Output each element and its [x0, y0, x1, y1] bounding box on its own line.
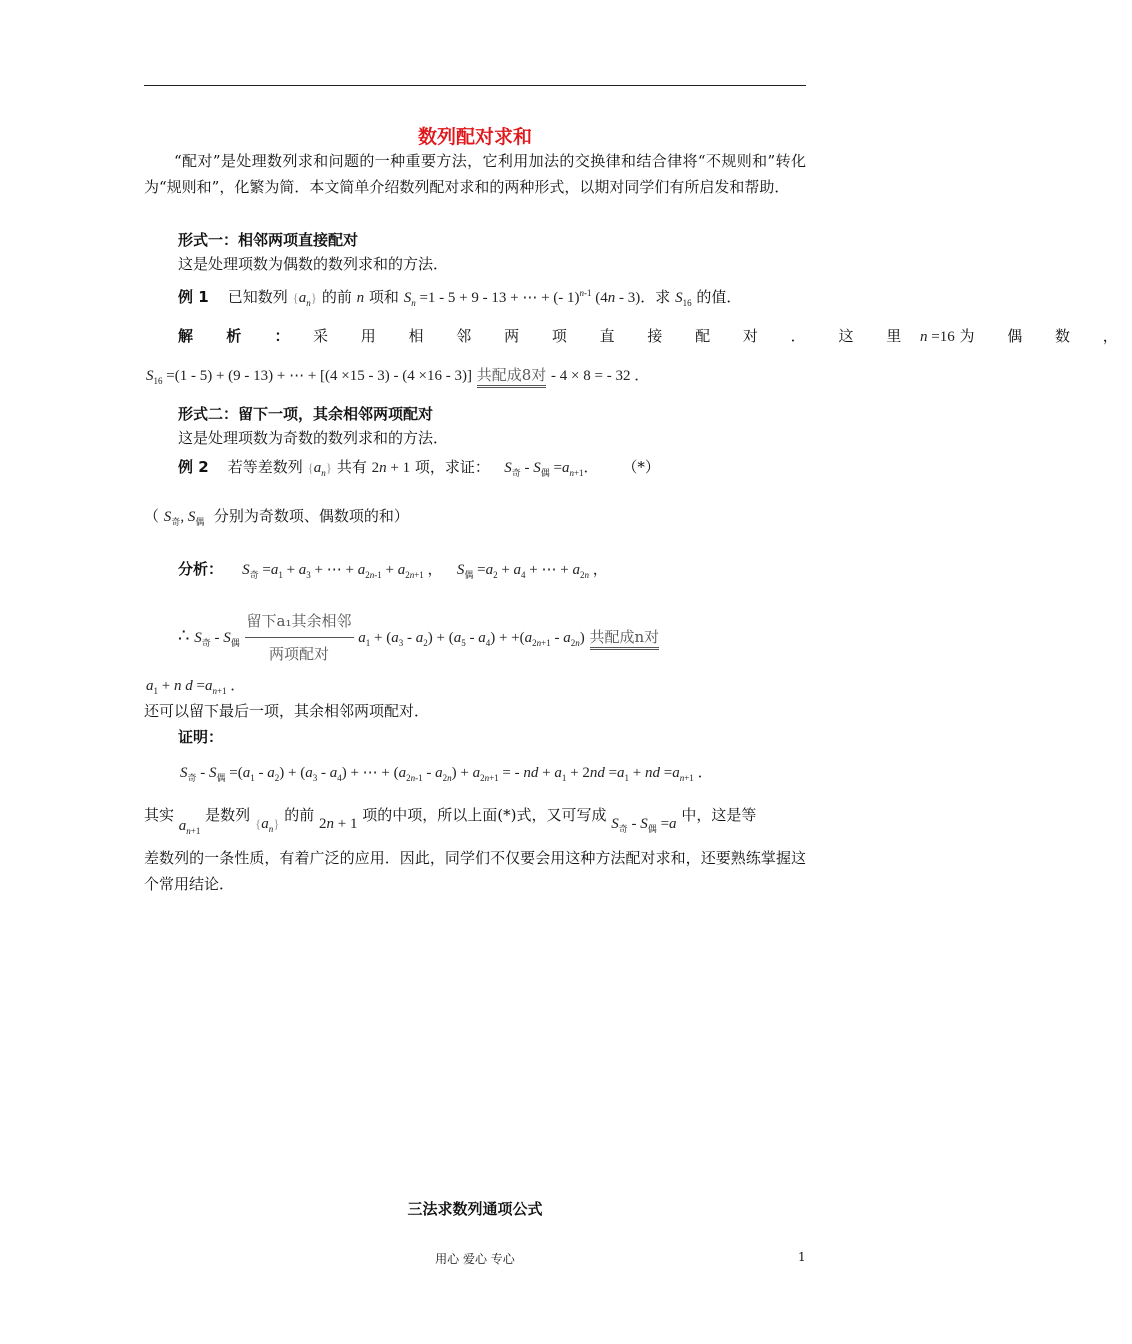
claim-formula: $S_奇 - S_偶 =a_{n+1}$． [504, 460, 599, 478]
s-odd-even-symbols: $S_奇$, $S_偶$ [163, 509, 205, 527]
two-n-plus-one-2: 2n + 1 [319, 816, 358, 832]
example1-text-5: 的值． [696, 288, 742, 306]
conclusion-t3: 的前 [284, 806, 315, 824]
conclusion-paragraph: 差数列的一条性质，有着广泛的应用．因此，同学们不仅要会用这种方法配对求和，还要熟练掌握这个常用结论． [144, 849, 806, 893]
s-even-definition: $S_偶 =a_2 + a_4$ + ⋯ + $a_{2n}$ ， [456, 562, 608, 580]
analysis-label: 分析： [178, 560, 224, 578]
analysis-line [178, 556, 608, 588]
example1-text-4: ．求 [640, 288, 671, 306]
s16-result: - 4 × 8 = - 32 ． [551, 368, 650, 384]
s16-expression: $S_{16} =(1 - 5) + (9 - 13)$ + ⋯ + [(4 ×15 - 3) - (4 ×16 - 3)] [146, 368, 472, 386]
form1-heading: 形式一：相邻两项直接配对 [178, 231, 359, 249]
alt-method-text: 还可以留下最后一项，其余相邻两项配对． [144, 702, 430, 720]
n-equals-16: n =16 [920, 329, 955, 345]
sequence-an-symbol-2: $\{a_n\}$ [307, 460, 333, 478]
example2-text-2: 共有 [336, 458, 367, 476]
example2-text-3: 项，求证： [414, 458, 490, 476]
solution-text: 采 用 相 邻 两 项 直 接 配 对 ． 这 里 [313, 327, 916, 345]
s-odd-definition: $S_奇 =a_1 + a_3$ + ⋯ + $a_{2n-1} + a_{2n+1}$ ， [242, 562, 443, 580]
next-section-title: 三法求数列通项公式 [407, 1200, 543, 1218]
page-number: 1 [798, 1250, 806, 1264]
pairing-note-8: 共配成8对 [477, 366, 547, 388]
frac-top: 留下a₁其余相邻 [245, 608, 354, 638]
n-symbol: n [356, 290, 365, 306]
conclusion-t1: 其实 [144, 806, 175, 824]
leave-a1-fraction [245, 608, 354, 667]
page-title: 数列配对求和 [417, 126, 532, 148]
conclusion-line-1 [144, 802, 756, 834]
example2-note [144, 503, 409, 535]
sn-formula: $S_n =1 - 5 + 9 - 13$ + ⋯ + (- 1)$^{n-1}$ (4n - 3) [403, 288, 641, 308]
pairing-expression: $a_1 + (a_3 - a_2) + (a_5 - a_4) + +(a_{2n+1} - a_{2n})$ [358, 629, 585, 648]
pairing-note-n: 共配成n对 [590, 628, 660, 650]
page-footer: 用心 爱心 专心 [435, 1252, 515, 1266]
example2 [178, 454, 660, 486]
form1-desc: 这是处理项数为偶数的数列求和的方法． [178, 255, 449, 273]
therefore-symbol: ∴ [178, 625, 190, 647]
rewritten-formula: $S_奇 - S_偶 =a$ [611, 816, 677, 834]
conclusion-t2: 是数列 [205, 806, 251, 824]
example1 [178, 280, 741, 316]
sequence-an-symbol: $\{a_n\}$ [292, 290, 318, 308]
proof-label: 证明： [178, 728, 224, 746]
proof-expression: $S_奇 - S_偶 =(a_1 - a_2) + (a_3 - a_4)$ + ⋯ + $(a_{2n-1} - a_{2n}) + a_{2n+1}$ = - nd + $a_1 + 2nd =a_1$ + nd $=a_{n+1}$ ． [180, 765, 713, 783]
example2-note-text: 分别为奇数项、偶数项的和） [213, 507, 409, 525]
a-n-plus-1-symbol: $a_{n+1}$ [178, 818, 201, 836]
example1-text-3: 项和 [368, 288, 399, 306]
example2-mark: （*） [622, 458, 660, 476]
header-rule [144, 85, 806, 86]
example1-label: 例 1 [178, 288, 209, 306]
example1-text-2: 的前 [321, 288, 352, 306]
open-paren: （ [144, 507, 160, 525]
sequence-an-symbol-3: $\{a_n\}$ [254, 816, 280, 834]
example1-text-1: 已知数列 [227, 288, 288, 306]
form2-desc: 这是处理项数为奇数的数列求和的方法． [178, 429, 449, 447]
solution-tail: 为 偶 数 ， [959, 327, 1132, 345]
s16-computation [146, 362, 649, 394]
therefore-line [178, 608, 659, 667]
two-n-plus-one: 2n + 1 [371, 460, 411, 476]
solution-label: 解 析 ： [178, 327, 304, 345]
intro-paragraph: “配对”是处理数列求和问题的一种重要方法，它利用加法的交换律和结合律将“不规则和”转化为“规则和”，化繁为简．本文简单介绍数列配对求和的两种形式，以期对同学们有所启发和帮助． [144, 152, 806, 196]
example1-solution-intro [178, 323, 1132, 350]
example2-text-1: 若等差数列 [227, 458, 303, 476]
result-line: $a_1 + n$ $d =a_{n+1}$ ． [146, 678, 246, 696]
conclusion-t4: 项的中项，所以上面(*)式，又可写成 [362, 806, 607, 824]
frac-bottom: 两项配对 [269, 645, 330, 663]
form2-heading: 形式二：留下一项，其余相邻两项配对 [178, 405, 434, 423]
example2-label: 例 2 [178, 458, 209, 476]
conclusion-t5: 中，这是等 [681, 806, 757, 824]
s16-symbol: $S_{16}$ [675, 290, 692, 308]
s-odd-minus-s-even: $S_奇 - S_偶$ [194, 629, 240, 648]
